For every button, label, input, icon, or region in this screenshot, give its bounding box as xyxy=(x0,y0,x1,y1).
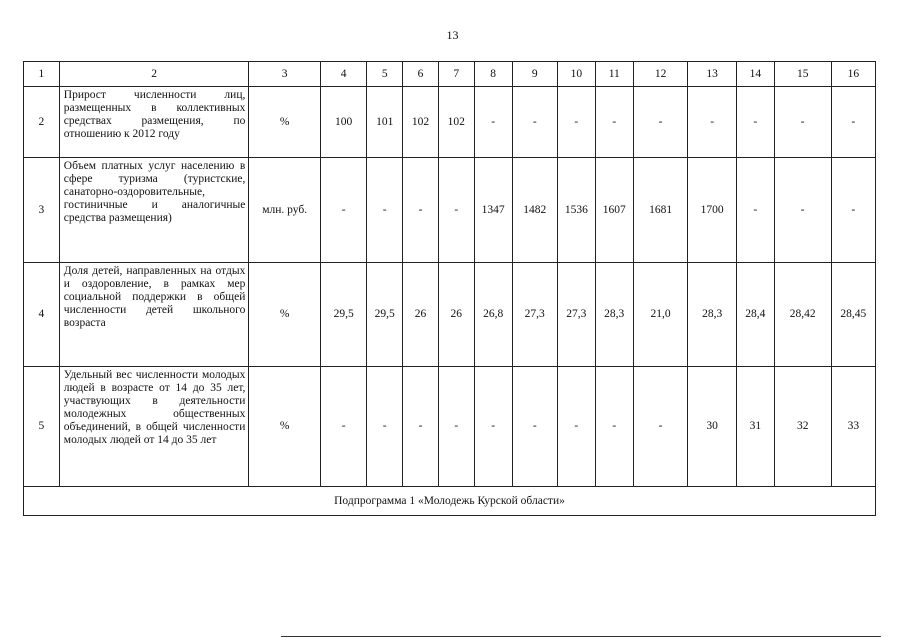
table-row xyxy=(24,87,876,158)
header-cell: 14 xyxy=(736,62,774,87)
indicator-description: Объем платных услуг населению в сфере туризма (туристские, санаторно-оздоровительные, гостиничные и аналогичные средства размещения) xyxy=(59,158,249,263)
row-number: 2 xyxy=(24,87,60,158)
subprogram-row xyxy=(24,487,876,516)
header-cell: 8 xyxy=(474,62,512,87)
value-cell: 100 xyxy=(320,87,366,158)
value-cell: 31 xyxy=(736,367,774,487)
value-cell: 28,45 xyxy=(831,263,875,367)
value-cell: - xyxy=(438,367,474,487)
value-cell: 101 xyxy=(367,87,403,158)
value-cell: 28,3 xyxy=(595,263,633,367)
value-cell: - xyxy=(595,367,633,487)
value-cell: 32 xyxy=(774,367,831,487)
value-cell: 33 xyxy=(831,367,875,487)
table-row xyxy=(24,367,876,487)
header-cell: 2 xyxy=(59,62,249,87)
header-cell: 10 xyxy=(557,62,595,87)
header-cell: 12 xyxy=(633,62,688,87)
unit-cell: % xyxy=(249,367,321,487)
indicator-description: Прирост численности лиц, размещенных в коллективных средствах размещения, по отношению к 2012 году xyxy=(59,87,249,158)
value-cell: - xyxy=(736,158,774,263)
value-cell: - xyxy=(688,87,736,158)
value-cell: - xyxy=(774,87,831,158)
value-cell: - xyxy=(512,367,557,487)
value-cell: - xyxy=(403,158,439,263)
header-cell: 1 xyxy=(24,62,60,87)
row-number: 4 xyxy=(24,263,60,367)
unit-cell: % xyxy=(249,263,321,367)
value-cell: 27,3 xyxy=(512,263,557,367)
row-number: 5 xyxy=(24,367,60,487)
value-cell: 1700 xyxy=(688,158,736,263)
header-cell: 9 xyxy=(512,62,557,87)
value-cell: - xyxy=(403,367,439,487)
value-cell: 26,8 xyxy=(474,263,512,367)
value-cell: 28,42 xyxy=(774,263,831,367)
footer-rule xyxy=(281,636,881,637)
value-cell: 21,0 xyxy=(633,263,688,367)
value-cell: 1681 xyxy=(633,158,688,263)
table-row xyxy=(24,263,876,367)
value-cell: - xyxy=(633,87,688,158)
value-cell: - xyxy=(736,87,774,158)
header-cell: 3 xyxy=(249,62,321,87)
header-cell: 7 xyxy=(438,62,474,87)
row-number: 3 xyxy=(24,158,60,263)
value-cell: 1607 xyxy=(595,158,633,263)
value-cell: - xyxy=(438,158,474,263)
value-cell: - xyxy=(595,87,633,158)
indicator-description: Удельный вес численности молодых людей в возрасте от 14 до 35 лет, участвующих в деятельности молодежных общественных объединений, в общей численности молодых людей от 14 до 35 лет xyxy=(59,367,249,487)
page-number: 13 xyxy=(446,28,459,42)
value-cell: 102 xyxy=(438,87,474,158)
value-cell: 29,5 xyxy=(320,263,366,367)
value-cell: 102 xyxy=(403,87,439,158)
header-row xyxy=(24,62,876,87)
unit-cell: млн. руб. xyxy=(249,158,321,263)
header-cell: 11 xyxy=(595,62,633,87)
value-cell: 27,3 xyxy=(557,263,595,367)
header-cell: 15 xyxy=(774,62,831,87)
value-cell: - xyxy=(320,158,366,263)
subprogram-title: Подпрограмма 1 «Молодежь Курской области» xyxy=(24,487,876,516)
value-cell: 28,3 xyxy=(688,263,736,367)
value-cell: 29,5 xyxy=(367,263,403,367)
value-cell: - xyxy=(774,158,831,263)
value-cell: 1347 xyxy=(474,158,512,263)
value-cell: 1536 xyxy=(557,158,595,263)
value-cell: - xyxy=(474,367,512,487)
value-cell: - xyxy=(320,367,366,487)
header-cell: 5 xyxy=(367,62,403,87)
value-cell: 26 xyxy=(438,263,474,367)
value-cell: 26 xyxy=(403,263,439,367)
indicators-table xyxy=(23,61,876,516)
value-cell: - xyxy=(557,87,595,158)
value-cell: - xyxy=(367,158,403,263)
value-cell: - xyxy=(831,158,875,263)
value-cell: - xyxy=(633,367,688,487)
value-cell: - xyxy=(831,87,875,158)
header-cell: 13 xyxy=(688,62,736,87)
header-cell: 16 xyxy=(831,62,875,87)
table-row xyxy=(24,158,876,263)
unit-cell: % xyxy=(249,87,321,158)
value-cell: 28,4 xyxy=(736,263,774,367)
value-cell: 30 xyxy=(688,367,736,487)
value-cell: - xyxy=(474,87,512,158)
header-cell: 6 xyxy=(403,62,439,87)
value-cell: 1482 xyxy=(512,158,557,263)
value-cell: - xyxy=(512,87,557,158)
indicator-description: Доля детей, направленных на отдых и оздоровление, в рамках мер социальной поддержки в общей численности детей школьного возраста xyxy=(59,263,249,367)
value-cell: - xyxy=(367,367,403,487)
header-cell: 4 xyxy=(320,62,366,87)
value-cell: - xyxy=(557,367,595,487)
